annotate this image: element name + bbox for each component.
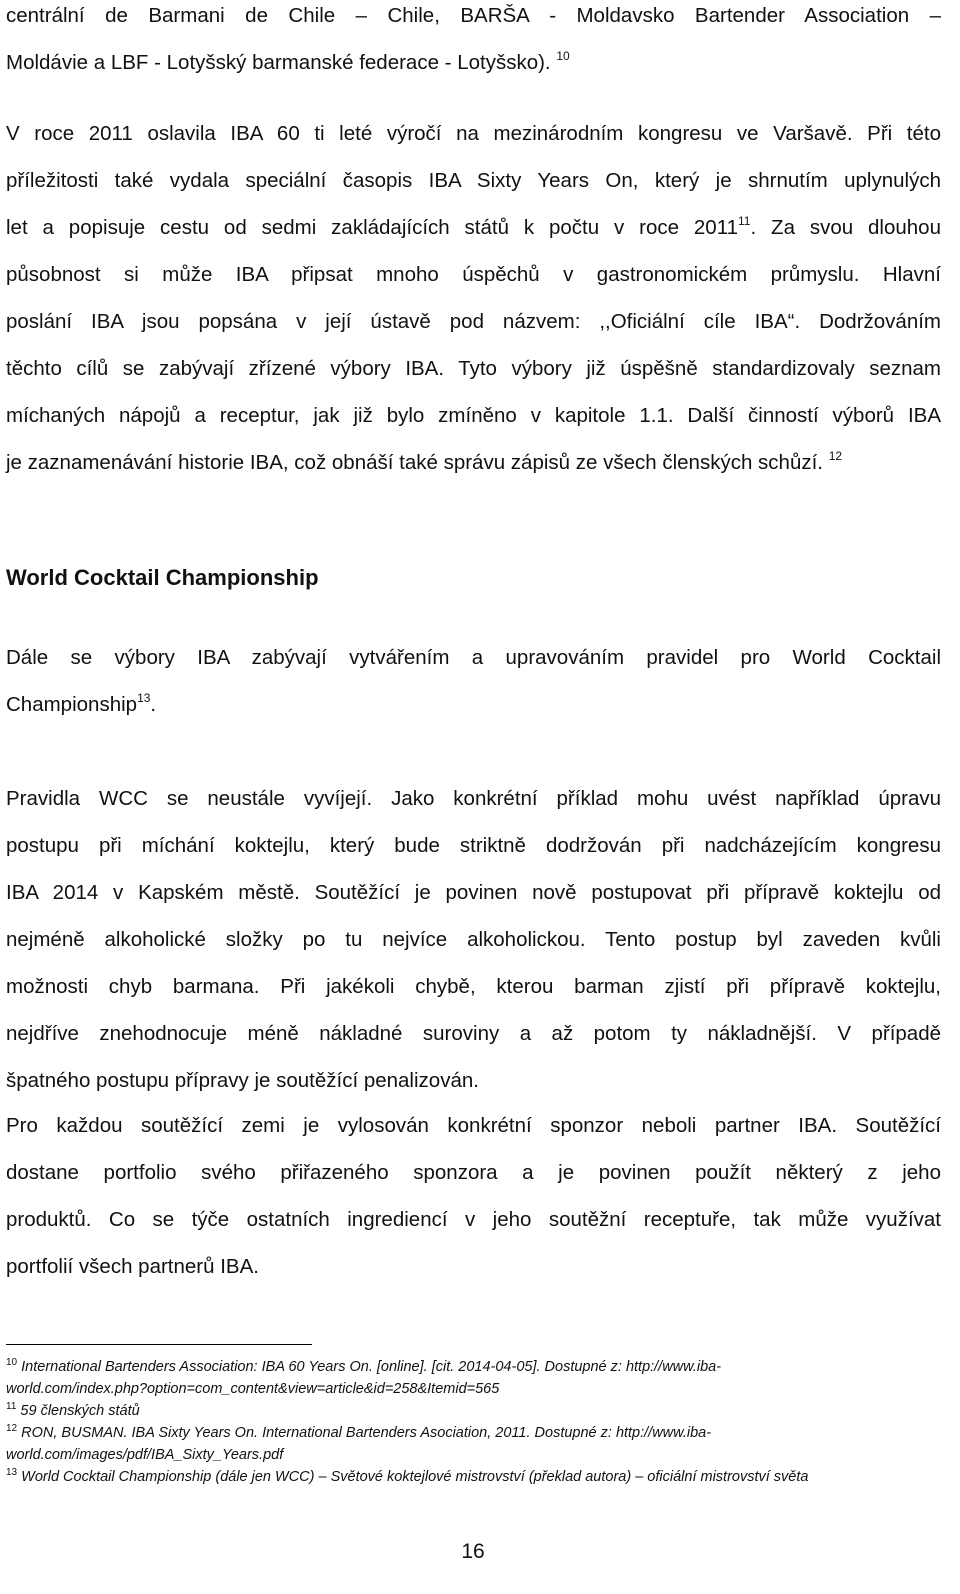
intro-line-1: centrální de Barmani de Chile – Chile, BARŠA - Moldavsko Bartender Association – [6,4,941,27]
p4-line-2: dostane portfolio svého přiřazeného sponzora a je povinen použít některý z jeho [6,1161,941,1184]
paragraph-wcc-changes [6,775,941,1104]
paragraph-iba-60-years [6,110,941,486]
p4-line-3: produktů. Co se týče ostatních ingrediencí v jeho soutěžní receptuře, tak může využívat [6,1208,941,1231]
p1-line-7: míchaných nápojů a receptur, jak již bylo zmíněno v kapitole 1.1. Další činností výborů IBA [6,404,941,427]
p2-line-1: Dále se výbory IBA zabývají vytvářením a upravováním pravidel pro World Cocktail [6,646,941,669]
paragraph-wcc-rules [6,634,941,728]
page-number: 16 [461,1540,485,1563]
footnote-10-link[interactable]: world.com/index.php?option=com_content&view=article&id=258&Itemid=565 [6,1381,500,1397]
p3-line-4: nejméně alkoholické složky po tu nejvíce alkoholickou. Tento postup byl zaveden kvůli [6,928,941,951]
p1-line-5: poslání IBA jsou popsána v její ústavě pod názvem: ,,Oficiální cíle IBA“. Dodržováním [6,310,941,333]
footnote-ref-11[interactable]: 11 [738,214,751,228]
footnote-10: $^{10}$ International Bartenders Association: IBA 60 Years On. [online]. [cit. 2014-04-05]. Dostupné z: http://www.iba- world.com/index.php?option=com_content&view=article&id=258&Itemid=565 [6,1357,722,1397]
p3-line-5: možnosti chyb barmana. Při jakékoli chybě, kterou barman zjistí při přípravě koktejlu, [6,975,941,998]
p4-line-1: Pro každou soutěžící zemi je vylosován konkrétní sponzor neboli partner IBA. Soutěžící [6,1114,941,1137]
p3-line-2: postupu při míchání koktejlu, který bude striktně dodržován při nadcházejícím kongresu [6,834,941,857]
p1-line-2: příležitosti také vydala speciální časopis IBA Sixty Years On, který je shrnutím uplynulých [6,169,941,192]
p4-line-4: portfolií všech partnerů IBA. [6,1255,259,1278]
p3-line-6: nejdříve znehodnocuje méně nákladné suroviny a až potom ty nákladnější. V případě [6,1022,941,1045]
footnote-11: $^{11}$ 59 členských států [6,1401,140,1419]
p2-line-2: Championship$^{13}$. [6,691,157,716]
p1-line-4: působnost si může IBA připsat mnoho úspěchů v gastronomickém průmyslu. Hlavní [6,263,941,286]
section-heading: World Cocktail Championship [6,565,319,590]
footnote-12-link[interactable]: world.com/images/pdf/IBA_Sixty_Years.pdf [6,1447,284,1463]
footnote-divider [6,1344,312,1345]
footnote-13: $^{13}$ World Cocktail Championship (dále jen WCC) – Světové koktejlové mistrovství (překlad autora) – oficiální mistrovství světa [6,1467,809,1485]
p1-line-3: let a popisuje cestu od sedmi zakládajících států k počtu v roce 2011$^{11}$. Za svou dlouhou [6,214,941,239]
footnote-ref-13[interactable]: 13 [137,691,151,705]
p1-line-6: těchto cílů se zabývají zřízené výbory IBA. Tyto výbory již úspěšně standardizovaly seznam [6,357,941,380]
footnote-12: $^{12}$ RON, BUSMAN. IBA Sixty Years On. International Bartenders Asociation, 2011. Dostupné z: http://www.iba- world.com/images/pdf/IBA_Sixty_Years.pdf [6,1423,712,1463]
footnote-ref-12[interactable]: 12 [828,449,843,463]
p3-line-3: IBA 2014 v Kapském městě. Soutěžící je povinen nově postupovat při přípravě koktejlu od [6,881,941,904]
intro-paragraph [6,0,941,86]
footnote-ref-10[interactable]: 10 [556,49,570,63]
paragraph-sponsors [6,1102,941,1290]
p3-line-1: Pravidla WCC se neustále vyvíjejí. Jako konkrétní příklad mohu uvést například úpravu [6,787,941,810]
p3-line-7: špatného postupu přípravy je soutěžící penalizován. [6,1069,479,1092]
p1-line-8: je zaznamenávání historie IBA, což obnáší také správu zápisů ze všech členských schůzí. $^{12}$ [6,449,843,474]
footnotes [6,1356,941,1488]
p1-line-1: V roce 2011 oslavila IBA 60 ti leté výročí na mezinárodním kongresu ve Varšavě. Při této [6,122,941,145]
intro-line-2: Moldávie a LBF - Lotyšský barmanské federace - Lotyšsko). $^{10}$ [6,49,570,74]
